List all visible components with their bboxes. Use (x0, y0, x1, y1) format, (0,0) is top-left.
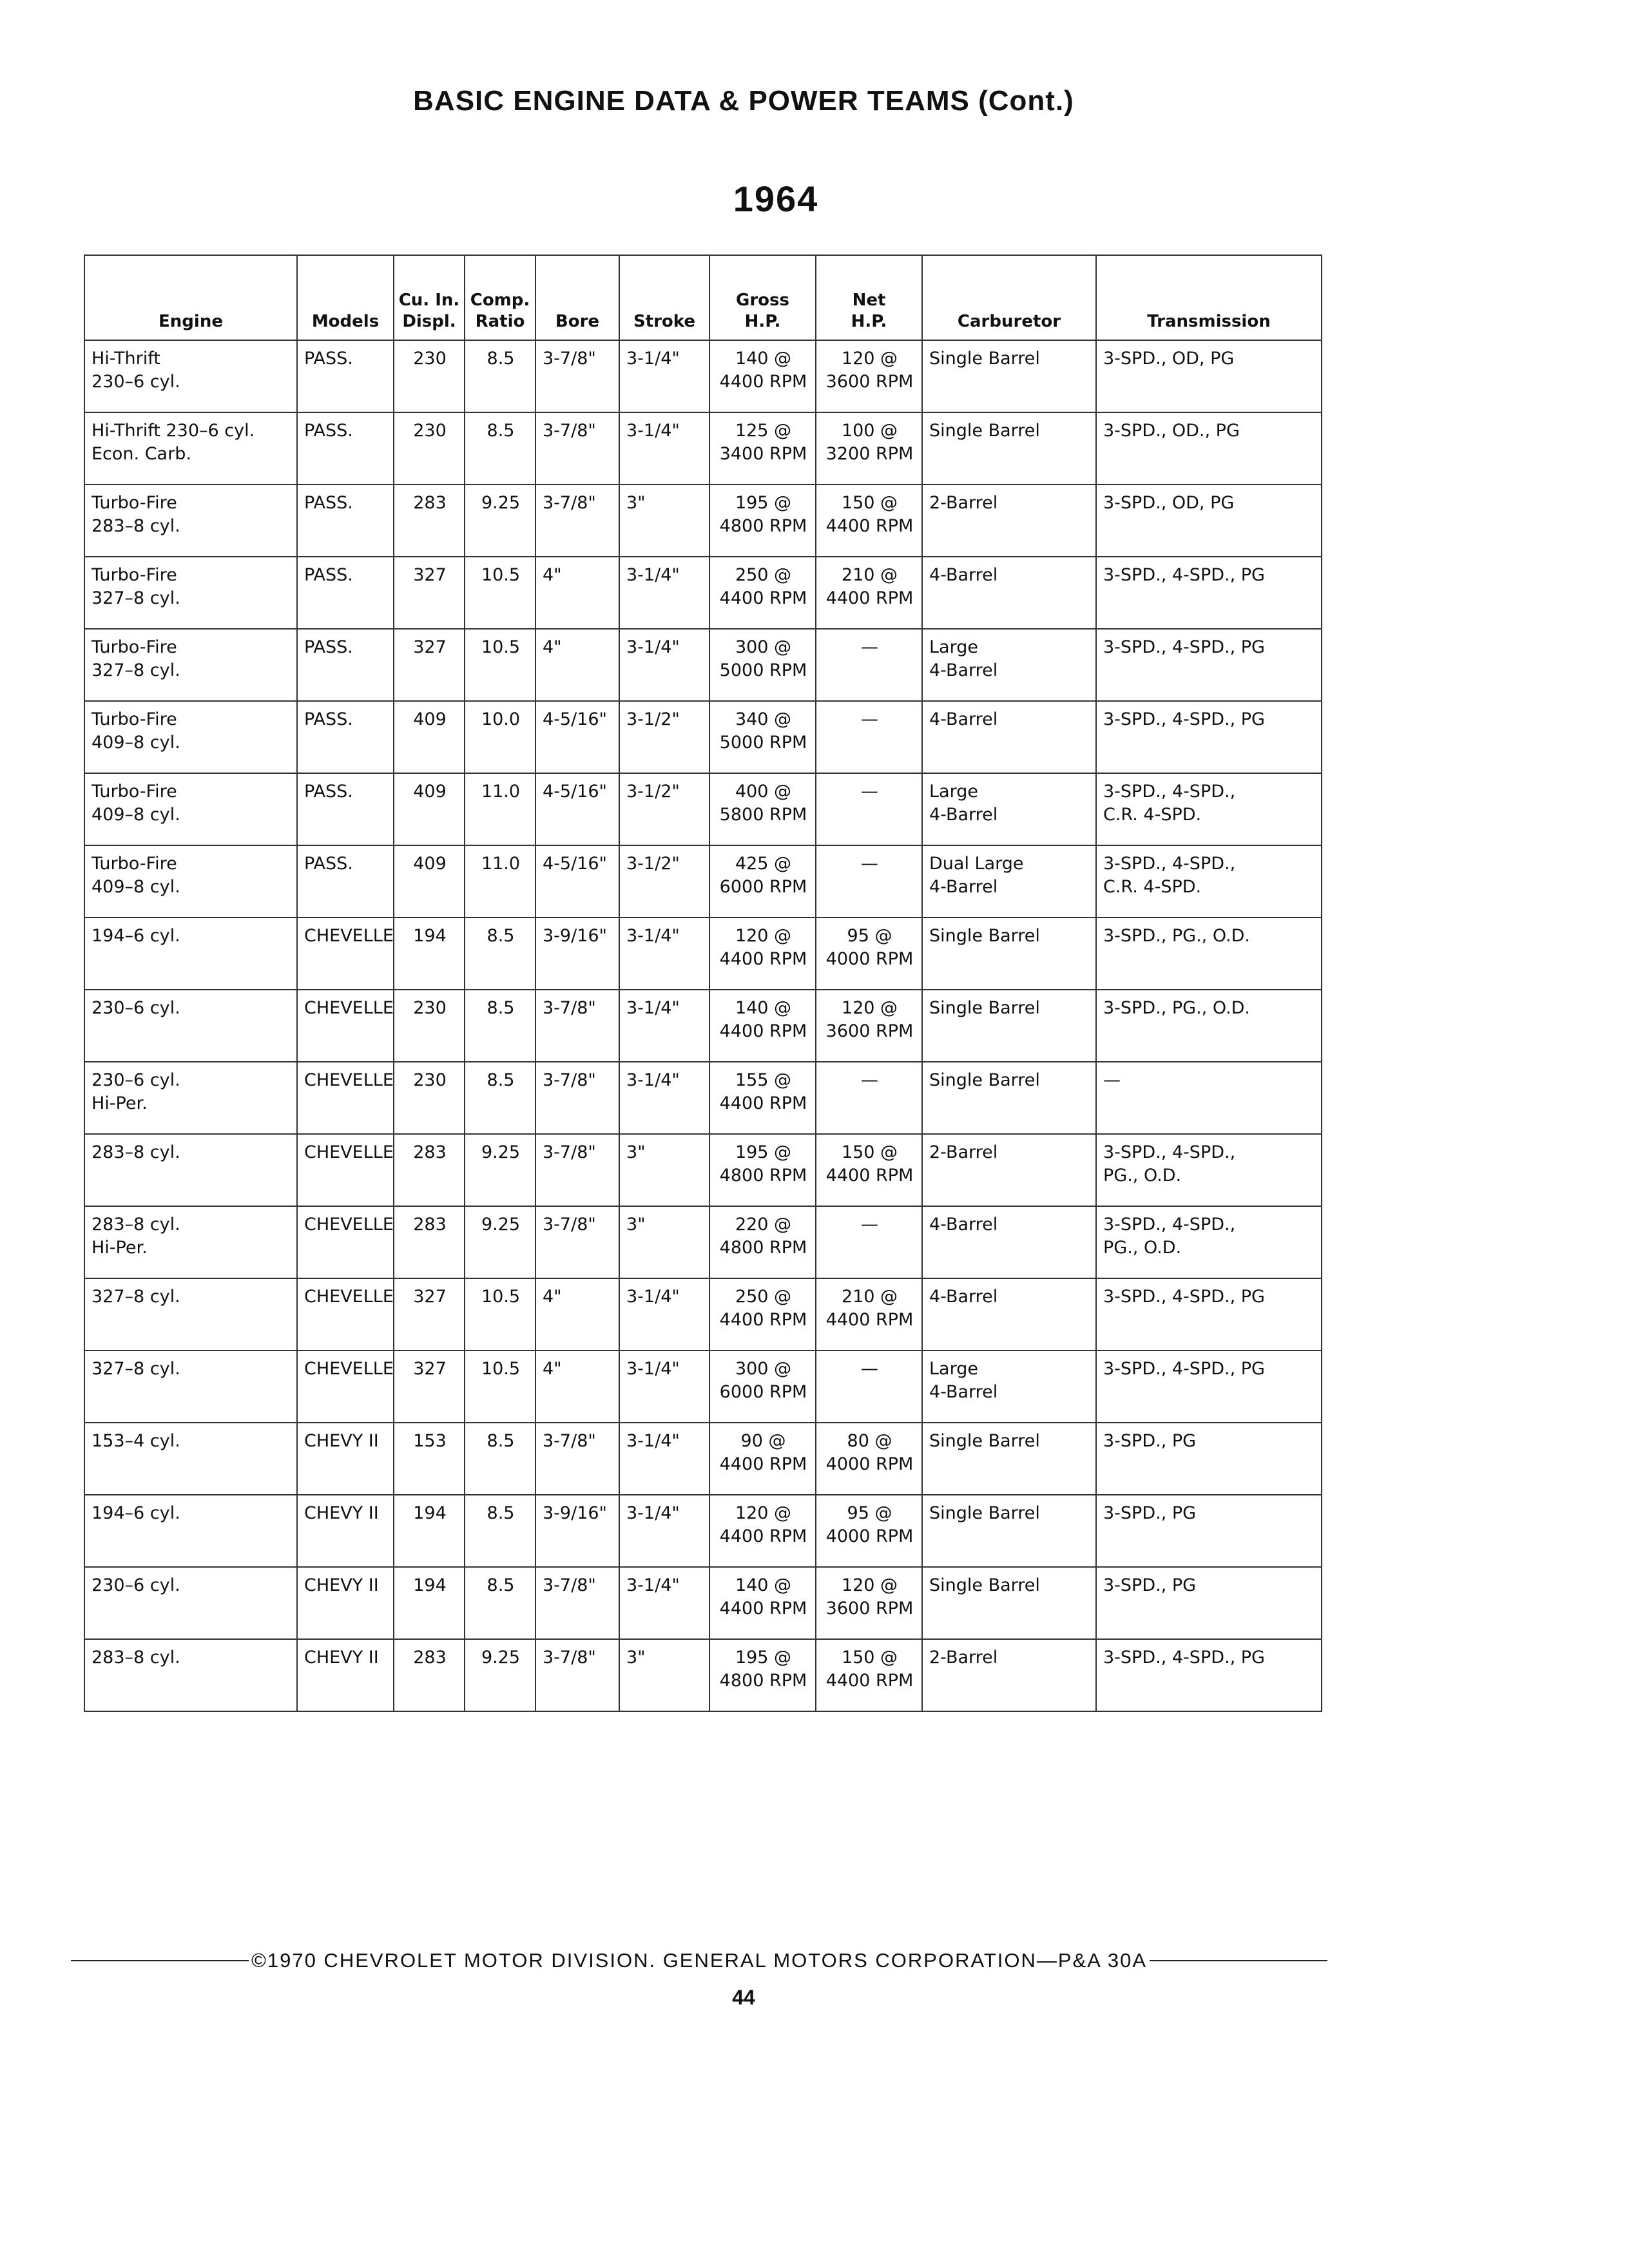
table-cell: 3-SPD., 4-SPD., C.R. 4-SPD. (1096, 845, 1322, 918)
table-cell: 3-1/4" (619, 557, 709, 629)
table-row (84, 773, 1322, 845)
table-cell: Single Barrel (922, 340, 1096, 412)
table-cell: 155 @ 4400 RPM (709, 1062, 816, 1134)
table-cell: 194 (394, 1495, 465, 1567)
table-cell: 10.5 (465, 557, 535, 629)
table-cell: 283 (394, 485, 465, 557)
page-number: 44 (732, 1986, 755, 2009)
table-row (84, 1062, 1322, 1134)
table-row (84, 629, 1322, 701)
table-cell: 300 @ 6000 RPM (709, 1350, 816, 1423)
table-cell: 230 (394, 990, 465, 1062)
table-cell: 327–8 cyl. (84, 1278, 297, 1350)
table-cell: Dual Large 4-Barrel (922, 845, 1096, 918)
table-cell: 120 @ 4400 RPM (709, 1495, 816, 1567)
table-cell: 3-SPD., OD, PG (1096, 485, 1322, 557)
table-cell: 150 @ 4400 RPM (816, 1134, 922, 1206)
table-cell: 250 @ 4400 RPM (709, 1278, 816, 1350)
column-header: Engine (84, 255, 297, 340)
table-cell: CHEVELLE (297, 1134, 394, 1206)
table-cell: 4-5/16" (535, 845, 619, 918)
table-cell: 2-Barrel (922, 1639, 1096, 1711)
table-cell: 3-7/8" (535, 1206, 619, 1278)
table-cell: 140 @ 4400 RPM (709, 1567, 816, 1639)
table-cell: 3-SPD., 4-SPD., PG (1096, 701, 1322, 773)
table-cell: PASS. (297, 845, 394, 918)
table-row (84, 485, 1322, 557)
column-header: Comp. Ratio (465, 255, 535, 340)
table-cell: 230 (394, 340, 465, 412)
table-cell: 3-SPD., 4-SPD., PG (1096, 1639, 1322, 1711)
table-cell: 425 @ 6000 RPM (709, 845, 816, 918)
table-cell: 3-7/8" (535, 1134, 619, 1206)
table-cell: 3-SPD., OD., PG (1096, 412, 1322, 485)
table-cell: 8.5 (465, 340, 535, 412)
table-cell: 230 (394, 412, 465, 485)
table-row (84, 845, 1322, 918)
table-cell: 3-7/8" (535, 990, 619, 1062)
table-cell: 150 @ 4400 RPM (816, 485, 922, 557)
column-header: Carburetor (922, 255, 1096, 340)
table-cell: 3-1/2" (619, 845, 709, 918)
table-cell: 3-7/8" (535, 485, 619, 557)
table-cell: — (816, 629, 922, 701)
table-cell: 3-7/8" (535, 1567, 619, 1639)
table-cell: CHEVY II (297, 1567, 394, 1639)
column-header: Transmission (1096, 255, 1322, 340)
table-cell: — (816, 1206, 922, 1278)
engine-data-table (84, 255, 1322, 1712)
table-cell: 3" (619, 1639, 709, 1711)
table-cell: CHEVELLE (297, 990, 394, 1062)
table-row (84, 412, 1322, 485)
table-cell: 11.0 (465, 845, 535, 918)
table-cell: 3" (619, 1206, 709, 1278)
table-cell: 3-1/4" (619, 1567, 709, 1639)
table-cell: 3-SPD., PG (1096, 1495, 1322, 1567)
table-row (84, 1567, 1322, 1639)
table-row (84, 1423, 1322, 1495)
table-cell: 3-9/16" (535, 918, 619, 990)
table-cell: Single Barrel (922, 1495, 1096, 1567)
footer (71, 1949, 1327, 1972)
table-cell: Single Barrel (922, 918, 1096, 990)
table-cell: 3-1/4" (619, 918, 709, 990)
table-cell: 3-SPD., 4-SPD., PG (1096, 1278, 1322, 1350)
table-cell: CHEVY II (297, 1639, 394, 1711)
table-cell: 140 @ 4400 RPM (709, 340, 816, 412)
table-cell: 8.5 (465, 1062, 535, 1134)
table-cell: CHEVELLE (297, 1278, 394, 1350)
table-cell: 153–4 cyl. (84, 1423, 297, 1495)
table-cell: 3-1/4" (619, 1423, 709, 1495)
table-row (84, 1206, 1322, 1278)
table-cell: Turbo-Fire 409–8 cyl. (84, 701, 297, 773)
table-cell: 300 @ 5000 RPM (709, 629, 816, 701)
table-body (84, 340, 1322, 1711)
table-cell: 3-7/8" (535, 340, 619, 412)
table-cell: PASS. (297, 485, 394, 557)
table-cell: 230–6 cyl. Hi-Per. (84, 1062, 297, 1134)
table-cell: 120 @ 3600 RPM (816, 340, 922, 412)
table-row (84, 1350, 1322, 1423)
table-cell: 2-Barrel (922, 1134, 1096, 1206)
table-cell: 3-SPD., 4-SPD., PG (1096, 1350, 1322, 1423)
table-row (84, 918, 1322, 990)
table-cell: 327 (394, 1278, 465, 1350)
table-cell: 3-7/8" (535, 1423, 619, 1495)
table-cell: 409 (394, 845, 465, 918)
table-cell: 3-1/4" (619, 1495, 709, 1567)
table-row (84, 1495, 1322, 1567)
table-cell: 9.25 (465, 1206, 535, 1278)
table-cell: 4-5/16" (535, 773, 619, 845)
table-cell: 283–8 cyl. Hi-Per. (84, 1206, 297, 1278)
table-cell: 194 (394, 1567, 465, 1639)
table-cell: 3-SPD., 4-SPD., C.R. 4-SPD. (1096, 773, 1322, 845)
table-cell: 220 @ 4800 RPM (709, 1206, 816, 1278)
table-cell: 3-9/16" (535, 1495, 619, 1567)
table-cell: 327–8 cyl. (84, 1350, 297, 1423)
table-cell: CHEVELLE (297, 918, 394, 990)
table-cell: 4" (535, 1278, 619, 1350)
table-cell: 283 (394, 1639, 465, 1711)
column-header: Models (297, 255, 394, 340)
table-cell: 195 @ 4800 RPM (709, 1639, 816, 1711)
table-cell: Turbo-Fire 409–8 cyl. (84, 773, 297, 845)
table-cell: 125 @ 3400 RPM (709, 412, 816, 485)
table-cell: 3-7/8" (535, 1639, 619, 1711)
table-cell: 8.5 (465, 412, 535, 485)
table-cell: 3-1/4" (619, 629, 709, 701)
table-cell: 283 (394, 1206, 465, 1278)
table-cell: 140 @ 4400 RPM (709, 990, 816, 1062)
table-cell: 4" (535, 629, 619, 701)
table-cell: 2-Barrel (922, 485, 1096, 557)
table-cell: Turbo-Fire 409–8 cyl. (84, 845, 297, 918)
table-cell: 3-1/4" (619, 990, 709, 1062)
table-cell: Turbo-Fire 327–8 cyl. (84, 629, 297, 701)
table-cell: — (816, 701, 922, 773)
table-cell: 3-7/8" (535, 1062, 619, 1134)
table-cell: 10.0 (465, 701, 535, 773)
table-cell: 3-1/2" (619, 701, 709, 773)
table-row (84, 701, 1322, 773)
table-cell: 3-SPD., 4-SPD., PG (1096, 629, 1322, 701)
table-cell: 9.25 (465, 1134, 535, 1206)
table-cell: PASS. (297, 340, 394, 412)
table-cell: Turbo-Fire 327–8 cyl. (84, 557, 297, 629)
table-cell: 250 @ 4400 RPM (709, 557, 816, 629)
table-cell: 195 @ 4800 RPM (709, 485, 816, 557)
table-cell: 327 (394, 557, 465, 629)
table-cell: 4-Barrel (922, 701, 1096, 773)
table-cell: 4-Barrel (922, 557, 1096, 629)
table-cell: 3-1/2" (619, 773, 709, 845)
table-cell: 194 (394, 918, 465, 990)
table-cell: 8.5 (465, 1567, 535, 1639)
table-cell: 3-1/4" (619, 1350, 709, 1423)
table-cell: 3-1/4" (619, 340, 709, 412)
table-cell: 95 @ 4000 RPM (816, 918, 922, 990)
table-row (84, 1639, 1322, 1711)
table-cell: CHEVELLE (297, 1206, 394, 1278)
table-cell: 194–6 cyl. (84, 918, 297, 990)
table-cell: 153 (394, 1423, 465, 1495)
table-cell: 230–6 cyl. (84, 1567, 297, 1639)
table-cell: 210 @ 4400 RPM (816, 557, 922, 629)
table-cell: 10.5 (465, 1278, 535, 1350)
table-cell: 283–8 cyl. (84, 1134, 297, 1206)
table-cell: 100 @ 3200 RPM (816, 412, 922, 485)
table-cell: Single Barrel (922, 990, 1096, 1062)
table-cell: 9.25 (465, 1639, 535, 1711)
table-cell: 283–8 cyl. (84, 1639, 297, 1711)
copyright-line: ©1970 CHEVROLET MOTOR DIVISION. GENERAL MOTORS CORPORATION—P&A 30A (251, 1949, 1147, 1972)
footer-rule-right (1150, 1960, 1327, 1961)
table-cell: — (816, 845, 922, 918)
table-cell: 4-Barrel (922, 1278, 1096, 1350)
table-cell: Hi-Thrift 230–6 cyl. (84, 340, 297, 412)
table-cell: 3-SPD., 4-SPD., PG., O.D. (1096, 1134, 1322, 1206)
table-cell: 4" (535, 1350, 619, 1423)
year-heading: 1964 (733, 178, 819, 219)
table-cell: CHEVELLE (297, 1350, 394, 1423)
table-cell: Single Barrel (922, 412, 1096, 485)
table-cell: 90 @ 4400 RPM (709, 1423, 816, 1495)
table-cell: — (816, 1062, 922, 1134)
table-cell: 3-SPD., OD, PG (1096, 340, 1322, 412)
table-cell: PASS. (297, 557, 394, 629)
table-row (84, 1278, 1322, 1350)
table-cell: 150 @ 4400 RPM (816, 1639, 922, 1711)
table-cell: CHEVY II (297, 1423, 394, 1495)
table-cell: 10.5 (465, 1350, 535, 1423)
table-cell: 3" (619, 485, 709, 557)
table-cell: 400 @ 5800 RPM (709, 773, 816, 845)
table-cell: 230 (394, 1062, 465, 1134)
table-cell: 120 @ 3600 RPM (816, 990, 922, 1062)
table-cell: 3-SPD., PG., O.D. (1096, 990, 1322, 1062)
table-cell: 8.5 (465, 918, 535, 990)
table-cell: 3-7/8" (535, 412, 619, 485)
table-cell: 194–6 cyl. (84, 1495, 297, 1567)
column-header: Bore (535, 255, 619, 340)
table-cell: 8.5 (465, 990, 535, 1062)
table-cell: 3-SPD., PG (1096, 1423, 1322, 1495)
table-cell: — (816, 773, 922, 845)
table-cell: 210 @ 4400 RPM (816, 1278, 922, 1350)
page-title: BASIC ENGINE DATA & POWER TEAMS (Cont.) (413, 85, 1074, 117)
table-cell: 3-SPD., PG (1096, 1567, 1322, 1639)
column-header: Stroke (619, 255, 709, 340)
table-cell: — (1096, 1062, 1322, 1134)
table-cell: PASS. (297, 701, 394, 773)
column-header: Net H.P. (816, 255, 922, 340)
table-cell: Turbo-Fire 283–8 cyl. (84, 485, 297, 557)
table-cell: Single Barrel (922, 1423, 1096, 1495)
table-row (84, 557, 1322, 629)
table-cell: 3-1/4" (619, 1062, 709, 1134)
table-cell: 120 @ 3600 RPM (816, 1567, 922, 1639)
table-cell: — (816, 1350, 922, 1423)
table-cell: 283 (394, 1134, 465, 1206)
table-cell: 3-SPD., 4-SPD., PG (1096, 557, 1322, 629)
table-cell: 340 @ 5000 RPM (709, 701, 816, 773)
column-header: Gross H.P. (709, 255, 816, 340)
table-cell: CHEVELLE (297, 1062, 394, 1134)
table-cell: 3" (619, 1134, 709, 1206)
table-cell: 230–6 cyl. (84, 990, 297, 1062)
footer-rule-left (71, 1960, 249, 1961)
table-row (84, 1134, 1322, 1206)
table-cell: 8.5 (465, 1423, 535, 1495)
table-cell: CHEVY II (297, 1495, 394, 1567)
table-cell: 9.25 (465, 485, 535, 557)
table-cell: Single Barrel (922, 1567, 1096, 1639)
table-cell: 3-1/4" (619, 1278, 709, 1350)
table-row (84, 340, 1322, 412)
table-cell: 195 @ 4800 RPM (709, 1134, 816, 1206)
table-cell: 327 (394, 629, 465, 701)
table-cell: 327 (394, 1350, 465, 1423)
table-cell: 8.5 (465, 1495, 535, 1567)
table-cell: Single Barrel (922, 1062, 1096, 1134)
table-cell: 120 @ 4400 RPM (709, 918, 816, 990)
table-cell: 3-SPD., PG., O.D. (1096, 918, 1322, 990)
column-header: Cu. In. Displ. (394, 255, 465, 340)
table-cell: 4-5/16" (535, 701, 619, 773)
table-cell: 409 (394, 773, 465, 845)
table-cell: PASS. (297, 629, 394, 701)
table-cell: PASS. (297, 412, 394, 485)
table-cell: 4" (535, 557, 619, 629)
table-cell: Large 4-Barrel (922, 1350, 1096, 1423)
table-cell: 3-SPD., 4-SPD., PG., O.D. (1096, 1206, 1322, 1278)
table-cell: 409 (394, 701, 465, 773)
table-cell: 95 @ 4000 RPM (816, 1495, 922, 1567)
table-cell: 10.5 (465, 629, 535, 701)
table-header-row (84, 255, 1322, 340)
table-cell: 11.0 (465, 773, 535, 845)
table-row (84, 990, 1322, 1062)
table-cell: PASS. (297, 773, 394, 845)
table-cell: Large 4-Barrel (922, 629, 1096, 701)
table-cell: 80 @ 4000 RPM (816, 1423, 922, 1495)
table-cell: Hi-Thrift 230–6 cyl. Econ. Carb. (84, 412, 297, 485)
table-cell: Large 4-Barrel (922, 773, 1096, 845)
table-cell: 4-Barrel (922, 1206, 1096, 1278)
table-cell: 3-1/4" (619, 412, 709, 485)
